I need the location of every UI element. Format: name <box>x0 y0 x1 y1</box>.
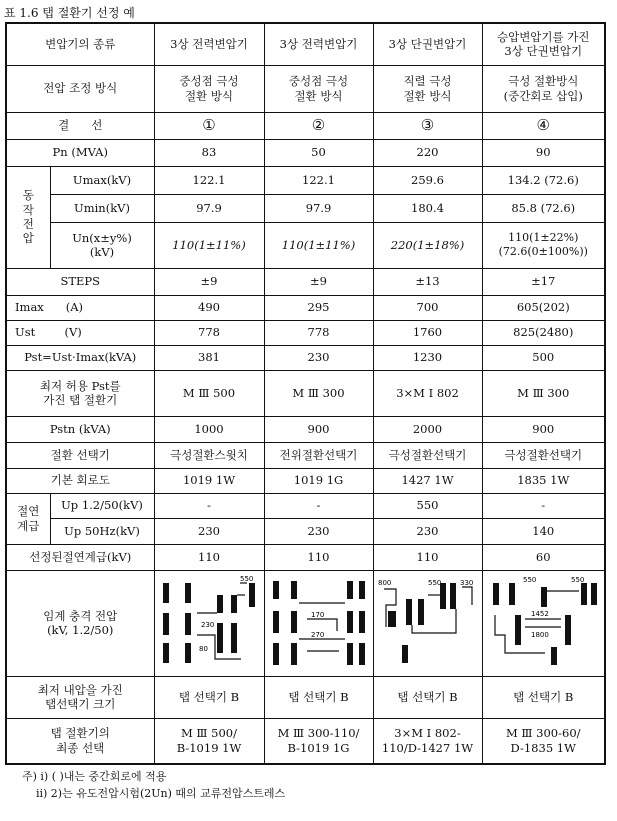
cell: 1019 1G <box>264 468 373 493</box>
cell: 220(1±18%) <box>373 222 482 268</box>
cell: 900 <box>482 416 605 442</box>
row-label: 전압 조정 방식 <box>6 65 154 112</box>
row-label: 최저 허용 Pst를 가진 탭 절환기 <box>6 370 154 416</box>
table-row <box>6 442 605 468</box>
cell: ±13 <box>373 268 482 295</box>
cell: 97.9 <box>264 194 373 222</box>
cell: 1427 1W <box>373 468 482 493</box>
row-label: 기본 회로도 <box>6 468 154 493</box>
cell: 90 <box>482 139 605 166</box>
cell: 550 <box>373 493 482 518</box>
winding-diagram-4 <box>485 575 603 671</box>
cell: 230 <box>154 518 264 544</box>
cell: ±9 <box>154 268 264 295</box>
cell: 3×M Ⅰ 802 <box>373 370 482 416</box>
cell: 259.6 <box>373 166 482 194</box>
cell: 230 <box>264 345 373 370</box>
diagram-label: 800 <box>377 579 391 587</box>
cell: 122.1 <box>264 166 373 194</box>
row-label: 결 선 <box>6 112 154 139</box>
table-row <box>6 320 605 345</box>
cell: M Ⅲ 300 <box>482 370 605 416</box>
diagram-label: 230 <box>201 621 215 629</box>
cell: 122.1 <box>154 166 264 194</box>
header-label: 변압기의 종류 <box>6 23 154 65</box>
diagram-label: 270 <box>310 631 324 639</box>
cell: - <box>482 493 605 518</box>
row-label: Umin(kV) <box>50 194 154 222</box>
cell: 110(1±22%) (72.6(0±100%)) <box>482 222 605 268</box>
diagram-label: 550 <box>240 575 254 583</box>
table-row <box>6 518 605 544</box>
cell: 295 <box>264 295 373 320</box>
row-label: STEPS <box>6 268 154 295</box>
cell: 110(1±11%) <box>154 222 264 268</box>
row-label: Umax(kV) <box>50 166 154 194</box>
cell: 중성점 극성 절환 방식 <box>154 65 264 112</box>
cell: 극성절환스윗치 <box>154 442 264 468</box>
winding-diagram-1 <box>157 575 261 671</box>
diagram-label: 1452 <box>530 610 549 618</box>
table-caption: 표 1.6 탭 절환기 선정 예 <box>4 6 135 20</box>
diagram-cell <box>154 570 264 676</box>
table-row <box>6 468 605 493</box>
cell: 180.4 <box>373 194 482 222</box>
cell: 1000 <box>154 416 264 442</box>
cell: 110(1±11%) <box>264 222 373 268</box>
cell: 60 <box>482 544 605 570</box>
row-label: Ust (V) <box>6 320 154 345</box>
row-label: Pst=Ust·Imax(kVA) <box>6 345 154 370</box>
cell: 500 <box>482 345 605 370</box>
cell: 50 <box>264 139 373 166</box>
cell: ±9 <box>264 268 373 295</box>
table-row <box>6 194 605 222</box>
row-label: Pn (MVA) <box>6 139 154 166</box>
cell: ±17 <box>482 268 605 295</box>
cell: 1835 1W <box>482 468 605 493</box>
row-label: Up 1.2/50(kV) <box>50 493 154 518</box>
footnotes <box>22 768 285 802</box>
diagram-label: 170 <box>310 611 324 619</box>
row-label: 탭 절환기의 최종 선택 <box>6 718 154 764</box>
cell: 230 <box>264 518 373 544</box>
cell: ③ <box>373 112 482 139</box>
header-col: 3상 단권변압기 <box>373 23 482 65</box>
cell: M Ⅲ 300-110/ B-1019 1G <box>264 718 373 764</box>
diagram-label: 1800 <box>530 631 549 639</box>
cell: 탭 선택기 B <box>264 676 373 718</box>
row-label: Up 50Hz(kV) <box>50 518 154 544</box>
group-label: 절연 계급 <box>6 493 50 544</box>
cell: - <box>154 493 264 518</box>
cell: 110 <box>154 544 264 570</box>
cell: 탭 선택기 B <box>373 676 482 718</box>
table-row <box>6 65 605 112</box>
cell: M Ⅲ 300-60/ D-1835 1W <box>482 718 605 764</box>
diagram-label: 330 <box>459 579 473 587</box>
row-label: Un(x±y%) (kV) <box>50 222 154 268</box>
table-row <box>6 676 605 718</box>
row-label: 최저 내압을 가진 탭선택기 크기 <box>6 676 154 718</box>
cell: 97.9 <box>154 194 264 222</box>
cell: - <box>264 493 373 518</box>
tap-changer-table <box>5 22 606 765</box>
header-row <box>6 23 605 65</box>
cell: 900 <box>264 416 373 442</box>
diagram-cell <box>482 570 605 676</box>
cell: 134.2 (72.6) <box>482 166 605 194</box>
footnote: 주) ⅰ) ( )내는 중간회로에 적용 <box>22 770 167 783</box>
header-col: 3상 전력변압기 <box>154 23 264 65</box>
table-row <box>6 544 605 570</box>
cell: 700 <box>373 295 482 320</box>
cell: 1019 1W <box>154 468 264 493</box>
cell: 2000 <box>373 416 482 442</box>
cell: 605(202) <box>482 295 605 320</box>
diagram-label: 550 <box>427 579 441 587</box>
group-label: 동 작 전 압 <box>6 166 50 268</box>
cell: ① <box>154 112 264 139</box>
cell: 381 <box>154 345 264 370</box>
row-label: Imax (A) <box>6 295 154 320</box>
cell: 극성절환선택기 <box>482 442 605 468</box>
diagram-cell <box>264 570 373 676</box>
cell: 탭 선택기 B <box>154 676 264 718</box>
cell: 778 <box>264 320 373 345</box>
table-row <box>6 416 605 442</box>
diagram-label: 550 <box>522 576 536 584</box>
diagram-label: 550 <box>570 576 584 584</box>
cell: 83 <box>154 139 264 166</box>
cell: 140 <box>482 518 605 544</box>
cell: 778 <box>154 320 264 345</box>
cell: 230 <box>373 518 482 544</box>
cell: 220 <box>373 139 482 166</box>
header-col: 승압변압기를 가진 3상 단권변압기 <box>482 23 605 65</box>
cell: ② <box>264 112 373 139</box>
table-row <box>6 295 605 320</box>
cell: 직렬 극성 절환 방식 <box>373 65 482 112</box>
cell: 극성 절환방식 (중간회로 삽입) <box>482 65 605 112</box>
cell: 1760 <box>373 320 482 345</box>
table-row <box>6 493 605 518</box>
table-row <box>6 139 605 166</box>
cell: ④ <box>482 112 605 139</box>
table-row <box>6 345 605 370</box>
cell: M Ⅲ 300 <box>264 370 373 416</box>
cell: 110 <box>264 544 373 570</box>
row-label: 절환 선택기 <box>6 442 154 468</box>
diagram-label: 80 <box>199 645 208 653</box>
table-row <box>6 166 605 194</box>
header-col: 3상 전력변압기 <box>264 23 373 65</box>
cell: 3×M Ⅰ 802- 110/D-1427 1W <box>373 718 482 764</box>
row-label: Pstn (kVA) <box>6 416 154 442</box>
table-row <box>6 112 605 139</box>
row-label: 임계 충격 전압 (kV, 1.2/50) <box>6 570 154 676</box>
row-label: 선정된절연계급(kV) <box>6 544 154 570</box>
table-row <box>6 718 605 764</box>
cell: 1230 <box>373 345 482 370</box>
cell: 110 <box>373 544 482 570</box>
table-row <box>6 570 605 676</box>
table-row <box>6 370 605 416</box>
table-row <box>6 222 605 268</box>
cell: 825(2480) <box>482 320 605 345</box>
cell: 극성절환선택기 <box>373 442 482 468</box>
cell: 중성점 극성 절환 방식 <box>264 65 373 112</box>
cell: 전위절환선택기 <box>264 442 373 468</box>
winding-diagram-2 <box>267 575 371 671</box>
cell: M Ⅲ 500/ B-1019 1W <box>154 718 264 764</box>
diagram-cell <box>373 570 482 676</box>
cell: 탭 선택기 B <box>482 676 605 718</box>
table-row <box>6 268 605 295</box>
winding-diagram-3 <box>376 575 480 671</box>
footnote: ⅱ) 2)는 유도전압시험(2Un) 때의 교류전압스트레스 <box>22 787 286 800</box>
cell: M Ⅲ 500 <box>154 370 264 416</box>
cell: 85.8 (72.6) <box>482 194 605 222</box>
cell: 490 <box>154 295 264 320</box>
